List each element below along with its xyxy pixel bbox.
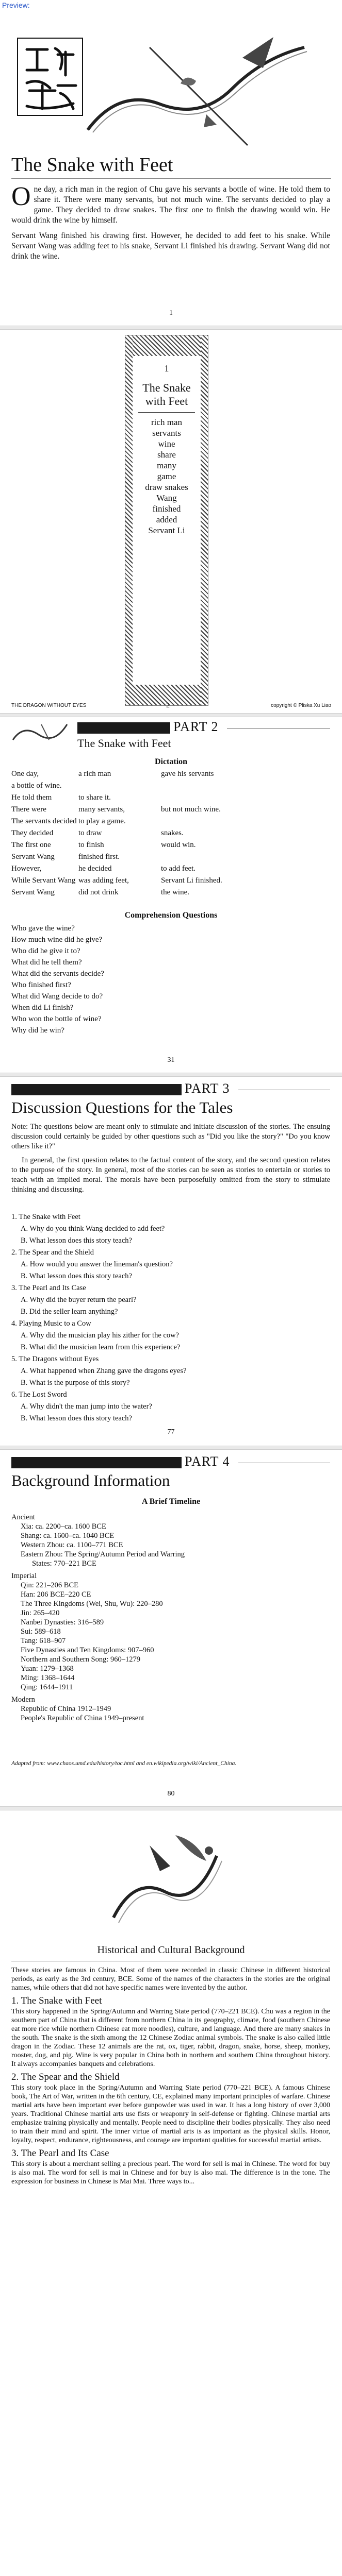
discussion-question: B. What is the purpose of this story? — [21, 1379, 130, 1387]
part-label: PART 3 — [182, 1081, 233, 1096]
intro-paragraph: These stories are famous in China. Most of them were recorded in classic Chinese in different historical periods, as early as the 3rd century, BCE. Some of the names of the characters in the stories are the original names, while others that did not have specific names were invented by the author. — [11, 1967, 330, 1992]
intro-paragraph: In general, the first question relates to the factual content of the story, and the second question relates to the purpose of the story. In general, most of the stories can be seen as stories to entertain or stories to teach with an implied moral. The morals have been purposefully omitted from the story to stimulate thinking and discussing. — [11, 1156, 330, 1194]
page-separator — [0, 1073, 342, 1077]
background-section-text: This story happened in the Spring/Autumn and Warring State period (770–221 BCE). Chu was a region in the southern part of China that is different from northern China in its geography, climate, food (southern Chinese eat more rice while northern Chinese eat more noodles), culture, and language. And there are many snakes in the south. The snake is the sixth among the 12 Chinese Zodiac animal symbols. The snake is also called little dragon in the Zodiac. These 12 animals are the rat, ox, tiger, rabbit, dragon, snake, horse, sheep, monkey, rooster, dog, and pig. Wine is very popular in China both in northern and southern China throughout history. It always accompanies banquets and celebrations. — [11, 2008, 330, 2068]
timeline-entry: Eastern Zhou: The Spring/Autumn Period and Warring — [21, 1550, 185, 1558]
timeline-entry: Qin: 221–206 BCE — [21, 1581, 78, 1589]
part-header-bar — [11, 1457, 182, 1468]
footer-copyright: copyright © Pliska Xu Liao — [271, 703, 331, 708]
background-section-title: 3. The Pearl and Its Case — [11, 2148, 109, 2159]
comprehension-question: What did he tell them? — [11, 958, 82, 967]
drop-cap: O — [11, 182, 31, 211]
comprehension-question: Who gave the wine? — [11, 924, 75, 933]
card-rule — [138, 412, 195, 413]
timeline-entry: Sui: 589–618 — [21, 1628, 61, 1636]
comprehension-question: How much wine did he give? — [11, 936, 103, 944]
page-number: 80 — [167, 1790, 175, 1798]
dictation-segment: would win. — [161, 841, 196, 849]
discussion-question: A. Why did the musician play his zither for the cow? — [21, 1331, 179, 1340]
timeline-entry: Yuan: 1279–1368 — [21, 1665, 74, 1673]
story-title: 5. The Dragons without Eyes — [11, 1355, 99, 1363]
dictation-segment: but not much wine. — [161, 805, 221, 814]
story-body — [11, 184, 330, 267]
intro-paragraph: Note: The questions below are meant only to stimulate and initiate discussion of the stories. The ensuing discussion could certainly be guided by other questions such as "Did you like the story?" "Do you know others like it?" — [11, 1123, 330, 1150]
discussion-question: B. Did the seller learn anything? — [21, 1308, 118, 1316]
vocab-word: finished — [152, 504, 181, 514]
dictation-segment: a rich man — [78, 770, 111, 778]
vocab-word: added — [156, 515, 177, 524]
section-title: Historical and Cultural Background — [97, 1944, 245, 1956]
comprehension-heading: Comprehension Questions — [124, 911, 218, 920]
page-separator — [0, 1446, 342, 1450]
timeline-entry: Tang: 618–907 — [21, 1637, 66, 1645]
story-title: 3. The Pearl and Its Case — [11, 1284, 86, 1292]
dictation-segment: the wine. — [161, 888, 189, 896]
discussion-question: B. What did the musician learn from this experience? — [21, 1343, 181, 1351]
discussion-question-list — [11, 1210, 330, 1423]
timeline-entry: Shang: ca. 1600–ca. 1040 BCE — [21, 1532, 115, 1540]
comprehension-question: Who did he give it to? — [11, 947, 80, 955]
comprehension-question: Why did he win? — [11, 1026, 64, 1035]
dictation-segment: snakes. — [161, 829, 184, 837]
card-title-line: with Feet — [145, 395, 188, 408]
dictation-segment: to finish — [78, 841, 104, 849]
comprehension-question: What did Wang decide to do? — [11, 992, 103, 1001]
vocab-word: game — [157, 471, 176, 481]
footer-book-title: THE DRAGON WITHOUT EYES — [11, 703, 87, 708]
dictation-segment: The servants decided — [11, 817, 77, 825]
discussion-question: B. What lesson does this story teach? — [21, 1236, 132, 1245]
question-list — [11, 924, 331, 1038]
discussion-question: A. Why did the buyer return the pearl? — [21, 1296, 137, 1304]
dragon-illustration — [77, 27, 320, 156]
timeline-group: Modern — [11, 1696, 35, 1704]
timeline-entry: Xia: ca. 2200–ca. 1600 BCE — [21, 1522, 106, 1531]
timeline-entry: Republic of China 1912–1949 — [21, 1705, 111, 1713]
comprehension-question: When did Li finish? — [11, 1004, 74, 1012]
dictation-segment: to draw — [78, 829, 102, 837]
background-section-text: This story is about a merchant selling a precious pearl. The word for sell is mai in Chinese. The word for buy is also mai. The word for sell is mai in Chinese and for buy is also mai. The difference is in the tone. The expression for business in Chinese is Mai Mai. Three ways to... — [11, 2160, 330, 2185]
vocab-word: Servant Li — [148, 526, 185, 535]
dictation-segment: There were — [11, 805, 46, 814]
discussion-question: B. What lesson does this story teach? — [21, 1272, 132, 1280]
page-1 — [0, 11, 342, 326]
dictation-segment: to play a game. — [78, 817, 126, 825]
card-number: 1 — [164, 363, 169, 374]
page-number: 31 — [167, 1056, 175, 1064]
preview-label: Preview: — [2, 1, 30, 9]
dragon-illustration — [98, 1815, 242, 1938]
dictation-segment: a bottle of wine. — [11, 782, 62, 790]
part-label: PART 2 — [170, 719, 222, 735]
vocab-word: Wang — [156, 493, 177, 503]
paragraph-text: ne day, a rich man in the region of Chu gave his servants a bottle of wine. He told them to share it. There were many servants, but not much wine. The servants decided to play a game. They decided to draw snakes. The first one to finish the drawing would win. He would drink the wine by himself. — [11, 185, 330, 225]
page-title: The Snake with Feet — [11, 154, 173, 176]
dictation-segment: While Servant Wang — [11, 876, 76, 885]
dictation-segment: One day, — [11, 770, 39, 778]
card-title — [133, 381, 201, 408]
card-title-line: The Snake — [142, 381, 191, 394]
story-paragraph-1 — [11, 184, 330, 226]
timeline-group: Imperial — [11, 1572, 37, 1580]
dictation-heading: Dictation — [154, 757, 188, 766]
card-border-right — [201, 335, 208, 705]
dictation-segment: Servant Li finished. — [161, 876, 222, 885]
card-border-left — [125, 335, 133, 705]
vocab-word: servants — [152, 428, 181, 438]
story-title: 2. The Spear and the Shield — [11, 1248, 94, 1257]
part-label: PART 4 — [182, 1454, 233, 1469]
dictation-segment: finished first. — [78, 853, 120, 861]
source-note: Adapted from: www.chaos.umd.edu/history/toc.html and en.wikipedia.org/wiki/Ancient_China. — [11, 1760, 237, 1767]
section-title: Background Information — [11, 1471, 170, 1489]
story-title: 6. The Lost Sword — [11, 1391, 67, 1399]
background-body — [11, 1966, 330, 2189]
story-paragraph-2: Servant Wang finished his drawing first. However, he decided to add feet to his snake. While Servant Wang was adding feet to his snake, Servant Li finished his drawing. Servant Wang did not drink the wine. — [11, 231, 330, 261]
discussion-question: A. Why do you think Wang decided to add feet? — [21, 1225, 165, 1233]
story-title: 1. The Snake with Feet — [11, 1213, 80, 1221]
timeline-group: Ancient — [11, 1513, 35, 1521]
vocab-word: many — [157, 461, 176, 470]
dictation-block — [11, 770, 331, 904]
page-separator — [0, 1806, 342, 1810]
page-number: 77 — [167, 1428, 175, 1436]
dictation-segment: gave his servants — [161, 770, 214, 778]
comprehension-question: Who finished first? — [11, 981, 71, 989]
vocab-word: draw snakes — [145, 482, 188, 492]
card-content — [133, 356, 201, 685]
dragon-sketch-icon — [10, 719, 72, 750]
dictation-segment: did not drink — [78, 888, 119, 896]
dictation-segment: many servants, — [78, 805, 125, 814]
vocab-word: rich man — [151, 417, 182, 427]
background-section-title: 2. The Spear and the Shield — [11, 2072, 120, 2082]
section-title: Discussion Questions for the Tales — [11, 1098, 233, 1116]
timeline-entry: The Three Kingdoms (Wei, Shu, Wu): 220–280 — [21, 1600, 163, 1608]
comprehension-question: What did the servants decide? — [11, 970, 104, 978]
vocab-word-list — [133, 417, 201, 536]
title-rule — [11, 178, 331, 179]
comprehension-question: Who won the bottle of wine? — [11, 1015, 102, 1023]
timeline-entry: Northern and Southern Song: 960–1279 — [21, 1655, 140, 1664]
timeline-entry: Qing: 1644–1911 — [21, 1683, 73, 1691]
dictation-segment: Servant Wang — [11, 888, 55, 896]
story-title: 4. Playing Music to a Cow — [11, 1319, 91, 1328]
page-separator — [0, 326, 342, 330]
dictation-segment: However, — [11, 865, 42, 873]
dictation-segment: They decided — [11, 829, 54, 837]
timeline-entry: Five Dynasties and Ten Kingdoms: 907–960 — [21, 1646, 154, 1654]
timeline-entry: Ming: 1368–1644 — [21, 1674, 75, 1682]
card-border-top — [125, 335, 208, 356]
timeline-entry: States: 770–221 BCE — [32, 1560, 96, 1568]
dictation-segment: Servant Wang — [11, 853, 55, 861]
timeline-entry: People's Republic of China 1949–present — [21, 1714, 144, 1722]
dictation-segment: to share it. — [78, 793, 111, 802]
discussion-question: B. What lesson does this story teach? — [21, 1414, 132, 1422]
page-separator — [0, 713, 342, 717]
discussion-intro — [11, 1122, 330, 1199]
dictation-segment: to add feet. — [161, 865, 196, 873]
timeline-entry: Western Zhou: ca. 1100–771 BCE — [21, 1541, 123, 1549]
vocabulary-card — [125, 335, 208, 706]
discussion-question: A. How would you answer the lineman's question? — [21, 1260, 173, 1268]
dictation-segment: He told them — [11, 793, 52, 802]
timeline-heading: A Brief Timeline — [141, 1497, 201, 1506]
background-section-text: This story took place in the Spring/Autumn and Warring State period (770–221 BCE). A famous Chinese book, The Art of War, written in the 6th century, CE, explained many important principles of warfare. Chinese martial arts have been important ever before gunpowder was used in war. It has a long history of over 3,000 years. Traditional Chinese martial arts use fists or weaponry in self-defense or fighting. Chinese martial arts emphasize training physically and mentally. People need to discipline their bodies physically. They also need to train their mind and spirit. The inner virtue of martial arts is as important as the physical skills. Honor, loyalty, respect, endurance, righteousness, and courage are important qualities for successful martial artists. — [11, 2084, 330, 2144]
dictation-segment: he decided — [78, 865, 112, 873]
timeline-entry: Han: 206 BCE–220 CE — [21, 1590, 91, 1599]
timeline-list — [11, 1510, 330, 1723]
dictation-segment: was adding feet, — [78, 876, 129, 885]
page-number: 2 — [166, 702, 170, 709]
dictation-segment: The first one — [11, 841, 51, 849]
vocab-word: wine — [158, 439, 175, 449]
background-section-title: 1. The Snake with Feet — [11, 1995, 102, 2006]
part-header-bar — [11, 1084, 182, 1095]
section-title: The Snake with Feet — [77, 737, 171, 750]
discussion-question: A. What happened when Zhang gave the dragons eyes? — [21, 1367, 187, 1375]
part-header-bar — [77, 722, 170, 734]
page-number: 1 — [169, 309, 173, 317]
vocab-word: share — [157, 450, 176, 460]
timeline-entry: Jin: 265–420 — [21, 1609, 60, 1617]
discussion-question: A. Why didn't the man jump into the water? — [21, 1402, 152, 1411]
timeline-entry: Nanbei Dynasties: 316–589 — [21, 1618, 104, 1626]
